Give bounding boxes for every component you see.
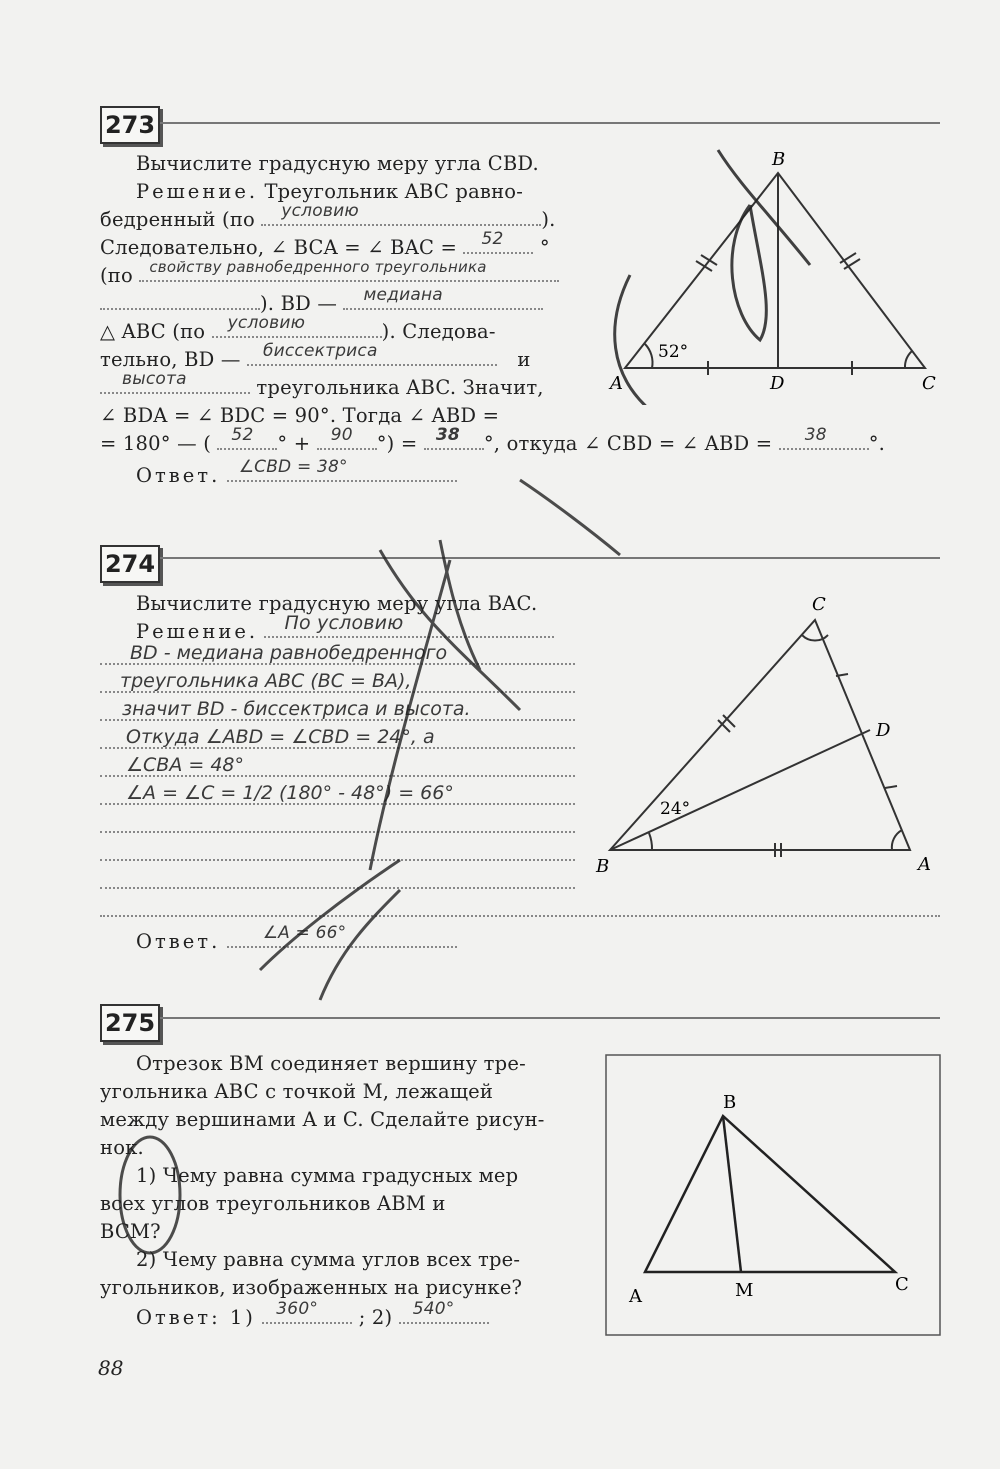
problem-number-274: 274 [100,545,160,583]
label-b: B [596,856,610,877]
fill-blank [262,1299,352,1324]
label-c: C [895,1274,909,1295]
angle-mark-b [649,833,652,850]
equals-sign: °) = [376,432,418,455]
p275-line-8: 2) Чему равна сумма углов всех тре- [136,1248,521,1271]
handwritten-answer: По условию [284,612,404,634]
plus-sign: ° + [277,432,311,455]
angle-label: 52° [658,342,689,362]
segment-bd [610,730,870,850]
answer-label: Ответ. [136,464,221,487]
p275-line-1: Отрезок BM соединяет вершину тре- [136,1052,526,1075]
angle-mark-a [892,830,902,850]
angle-mark-c [905,351,912,368]
handwritten-answer: 360° [276,1299,319,1319]
angle-label: 24° [660,799,691,819]
hw-line-4: треугольника ABC (BC = BA), [120,670,412,692]
label-d: D [876,720,891,741]
p273-line-3-text: бедренный (по [100,208,255,231]
label-c: C [812,594,826,615]
fill-blank [317,425,377,450]
p275-line-2: угольника ABC с точкой M, лежащей [100,1080,494,1103]
fill-blank [100,290,260,310]
fill-blank [343,285,543,310]
handwritten-answer: 540° [412,1299,455,1319]
fill-blank [100,369,250,394]
p275-line-5: 1) Чему равна сумма градусных мер [136,1164,519,1187]
pen-circle-275 [100,1130,200,1260]
answer-label: Ответ. [136,930,221,953]
handwritten-answer: 52 [231,425,254,445]
segment-bm [723,1116,741,1272]
label-c: C [922,373,936,394]
p273-line-6 [100,285,543,318]
label-d: D [770,373,785,394]
figure-275 [605,1054,941,1336]
fill-blank [139,258,559,282]
handwritten-answer: биссектриса [262,341,378,361]
p275-line-9: угольников, изображенных на рисунке? [100,1276,523,1299]
solution-label: Решение. [136,620,259,643]
handwritten-answer: медиана [363,285,443,305]
fill-blank [399,1299,489,1324]
hw-line-7: ∠CBA = 48° [126,754,245,776]
p275-line-7: BCM? [100,1220,161,1243]
p273-line-3-end: ). [541,208,556,231]
pen-marks [250,470,630,1030]
label-a: A [610,373,623,394]
problem-number-273: 273 [100,106,160,144]
handwritten-answer: 52 [481,229,504,249]
handwritten-answer: 38 [435,425,460,445]
p273-line-7-end: ). Следова- [381,320,496,343]
handwritten-answer: условию [227,313,306,333]
p273-line-1: Вычислите градусную меру угла CBD. [136,152,539,175]
fill-blank [212,313,382,338]
p275-line-6: всех углов треугольников ABM и [100,1192,446,1215]
handwritten-answer: 90 [330,425,353,445]
handwritten-answer: 38 [804,425,827,445]
p273-line-9-text: треугольника ABC. Значит, [256,376,544,399]
p273-line-6-text: ). BD — [260,292,338,315]
solution-label: Решение. [136,180,259,203]
triangle-abc [610,620,910,850]
handwritten-answer: свойству равнобедренного треугольника [149,258,487,276]
p273-line-11 [100,425,886,458]
p273-line-10: ∠ BDA = ∠ BDC = 90°. Тогда ∠ ABD = [100,404,500,427]
label-b: B [723,1092,737,1113]
p273-line-2-text: Треугольник ABC равно- [264,180,524,203]
fill-blank [779,425,869,450]
handwritten-answer: условию [281,201,359,221]
p275-line-4: нок. [100,1136,144,1159]
fill-blank [463,229,533,254]
hw-line-6: Откуда ∠ABD = ∠CBD = 24°, а [126,726,435,748]
fill-blank [424,425,484,450]
handwritten-answer: ∠A = 66° [262,923,347,943]
label-m: M [735,1280,754,1301]
figure-273 [600,145,960,405]
p273-line-8-end: и [517,348,531,371]
page-number: 88 [98,1356,124,1380]
section-rule [160,1017,940,1019]
hw-line-8: ∠A = ∠C = 1/2 (180° - 48°) = 66° [126,782,454,804]
label-b: B [772,149,786,170]
p274-line-1: Вычислите градусную меру угла BAC. [136,592,538,615]
p275-answer [136,1299,489,1332]
p273-line-4-text: Следовательно, ∠ BCA = ∠ BAC = [100,236,458,259]
p273-line-9 [100,369,544,402]
answer-part-2: ; 2) [358,1306,393,1329]
p273-line-5 [100,258,559,290]
p273-line-5-text: (по [100,264,133,287]
label-a: A [629,1286,642,1307]
p273-line-7-text: △ ABC (по [100,320,206,343]
fill-blank [261,201,541,226]
figure-frame [606,1055,940,1335]
figure-274 [590,590,950,880]
triangle-abc [645,1116,895,1272]
handwritten-answer: высота [122,369,187,389]
problem-number-275: 275 [100,1004,160,1042]
p273-line-11-end: °. [868,432,886,455]
hw-line-3: BD - медиана равнобедренного [130,642,448,664]
fill-blank [247,341,497,366]
p273-line-11-text: = 180° — ( [100,432,212,455]
angle-mark-a [645,344,653,368]
triangle-abc [625,173,925,368]
degree-sign: ° [539,236,550,259]
p275-line-3: между вершинами A и C. Сделайте рисун- [100,1108,545,1131]
label-a: A [918,854,931,875]
fill-blank [217,425,277,450]
handwritten-answer: ∠CBD = 38° [238,457,348,477]
section-rule [160,122,940,124]
answer-label: Ответ: 1) [136,1306,256,1329]
p273-line-8-text: тельно, BD — [100,348,241,371]
hw-line-5: значит BD - биссектриса и высота. [122,698,471,720]
p273-line-11-mid: °, откуда ∠ CBD = ∠ ABD = [483,432,773,455]
